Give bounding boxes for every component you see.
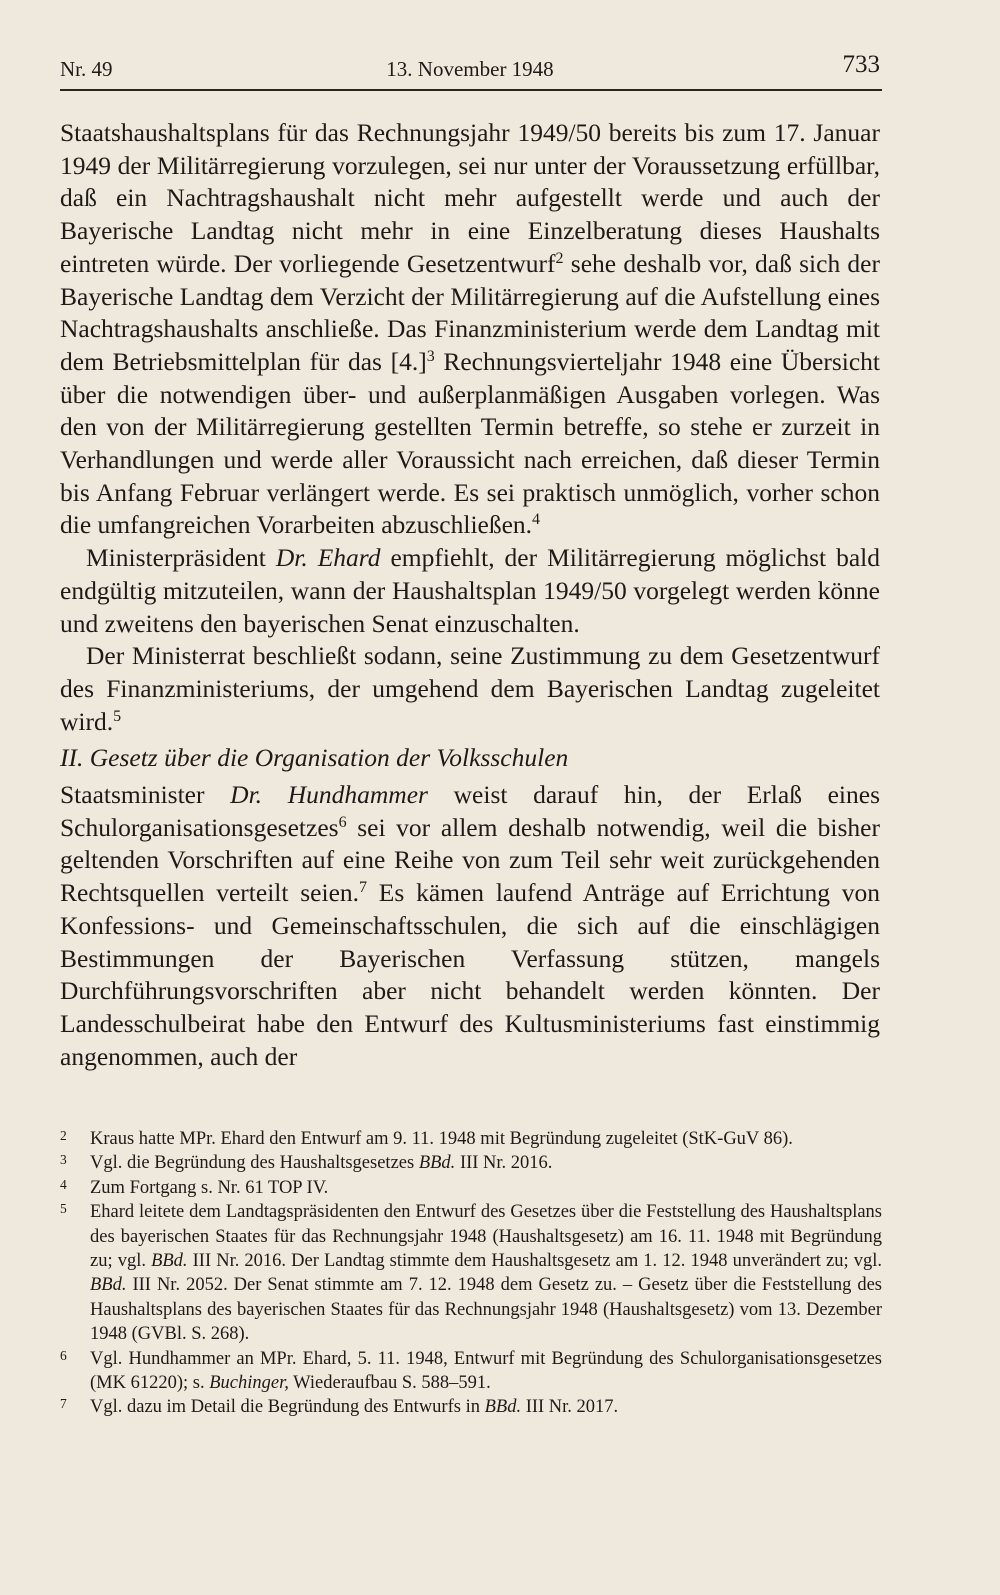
footnote-number: 6 — [60, 1347, 67, 1363]
person-name: Hundhammer — [287, 780, 428, 810]
text-run: sei vor allem deshalb notwendig, weil die bisher geltenden Vorschriften auf eine Reihe von zum Teil sehr weit zurückgehenden Rechtsquellen verteilt seien. — [60, 812, 880, 908]
footnote — [60, 1347, 882, 1396]
text-run: Rechnungsvierteljahr 1948 eine Übersicht über die notwendigen über- und außerplanmäßigen Ausgaben vorlegen. Was den von der Militärregierung gestellten Termin betreffe, so stehe er zurzeit in Verhandlungen und werde aller Voraussicht nach erreichen, daß dieser Termin bis Anfang Februar verlängert werde. Es sei praktisch unmöglich, vorher schon die umfangreichen Vorarbeiten abzuschließen. — [60, 346, 880, 540]
paragraph — [60, 779, 880, 1073]
document-number: Nr. 49 — [60, 57, 113, 81]
footnote-text: Vgl. Hundhammer an MPr. Ehard, 5. 11. 1948, Entwurf mit Begründung des Schulorganisationsgesetzes (MK 61220); s. — [90, 1348, 882, 1394]
paragraph — [60, 117, 880, 542]
footnote-text: III Nr. 2016. — [455, 1153, 553, 1174]
footnote-ref[interactable]: 5 — [113, 707, 122, 725]
text-run: Staatsminister — [60, 780, 231, 810]
footnote-number: 2 — [60, 1128, 67, 1143]
footnote-text: III Nr. 2052. Der Senat stimmte am 7. 12. 1948 dem Gesetz zu. – Gesetz über die Feststellung des Haushaltsplans des bayerischen Staates für das Rechnungsjahr 1948 (Haushaltsgesetz) vom 13. Dezember 1948 (GVBl. S. 268). — [90, 1275, 882, 1345]
footnote-ref[interactable]: 3 — [426, 347, 435, 365]
footnote-number: 3 — [60, 1152, 67, 1168]
footnote-text: III Nr. 2016. Der Landtag stimmte dem Haushaltsgesetz am 1. 12. 1948 unverändert zu; vgl. — [187, 1251, 882, 1272]
person-name: Ehard — [317, 543, 381, 573]
citation-abbrev: BBd. — [484, 1397, 522, 1418]
footnote-text: Kraus hatte MPr. Ehard den Entwurf am 9. 11. 1948 mit Begründung zugeleitet (StK-GuV 86). — [90, 1129, 793, 1149]
text-run: Der Ministerrat beschließt sodann, seine Zustimmung zu dem Gesetzentwurf des Finanzministeriums, der umgehend dem Bayerischen Landtag zugeleitet wird. — [60, 641, 880, 736]
footnote-ref[interactable]: 4 — [532, 511, 541, 529]
main-text — [60, 117, 880, 1073]
footnote-text: Vgl. dazu im Detail die Begründung des Entwurfs in — [90, 1397, 485, 1418]
citation-author: Buchinger, — [209, 1373, 289, 1394]
header-rule — [60, 89, 882, 91]
footnote-number: 4 — [60, 1176, 67, 1192]
text-run: Staatshaushaltsplans für das Rechnungsjahr 1949/50 bereits bis zum 17. Januar 1949 der Militärregierung vorzulegen, sei nur unter der Voraussetzung erfüllbar, daß ein Nachtragshaushalt nicht mehr aufgestellt werde und auch der Bayerische Landtag nicht mehr in eine Einzelberatung dieses Haushalts eintreten würde. Der vorliegende Gesetzentwurf — [60, 118, 880, 278]
text-run: weist darauf hin, der Erlaß eines Schulorganisationsgesetzes — [60, 780, 881, 842]
citation-abbrev: BBd. — [418, 1153, 456, 1174]
citation-abbrev: BBd. — [90, 1275, 127, 1296]
footnote-ref[interactable]: 7 — [359, 879, 368, 897]
citation-abbrev: BBd. — [151, 1251, 188, 1272]
footnotes — [60, 1127, 882, 1420]
person-title: Dr. — [275, 543, 318, 573]
text-run: Ministerpräsident — [86, 543, 276, 573]
footnote-text: III Nr. 2017. — [521, 1397, 619, 1418]
text-run: empfiehlt, der Militärregierung möglichst bald endgültig mitzuteilen, wann der Haushaltsplan 1949/50 vorgelegt werden könne und zweitens den bayerischen Senat einzuschalten. — [60, 543, 881, 638]
footnote-text: Wiederaufbau S. 588–591. — [288, 1373, 491, 1394]
footnote-ref[interactable]: 2 — [555, 249, 564, 267]
footnote-number: 7 — [60, 1396, 67, 1412]
footnote-text: Zum Fortgang s. Nr. 61 TOP IV. — [90, 1177, 329, 1198]
footnote-number: 5 — [60, 1201, 67, 1217]
paragraph — [60, 640, 880, 738]
footnote-ref[interactable]: 6 — [338, 813, 347, 831]
person-title: Dr. — [230, 780, 288, 810]
footnote — [60, 1395, 882, 1419]
page-number: 733 — [842, 51, 880, 78]
footnote — [60, 1127, 882, 1151]
section-heading: II. Gesetz über die Organisation der Volksschulen — [60, 743, 569, 773]
text-run: sehe deshalb vor, daß sich der Bayerische Landtag dem Verzicht der Militärregierung auf die Aufstellung eines Nachtragshaushalts anschließe. Das Finanzministerium werde dem Landtag mit dem Betriebsmittelplan für das [4.] — [60, 248, 880, 376]
paragraph — [60, 542, 880, 640]
footnote — [60, 1176, 882, 1200]
footnote-text: Ehard leitete dem Landtagspräsidenten den Entwurf des Gesetzes über die Feststellung des Haushaltsplans des bayerischen Staates für das Rechnungsjahr 1948 (Haushaltsgesetz) am 16. 11. 1948 mit Begründung zu; vgl. — [90, 1202, 882, 1272]
footnote-text: Vgl. die Begründung des Haushaltsgesetzes — [90, 1153, 419, 1174]
session-date: 13. November 1948 — [386, 57, 554, 81]
footnote — [60, 1200, 882, 1346]
running-header — [60, 51, 880, 84]
footnote — [60, 1151, 882, 1175]
text-run: Es kämen laufend Anträge auf Errichtung von Konfessions- und Gemeinschaftsschulen, die sich auf die einschlägigen Bestimmungen der Bayerischen Verfassung stützen, mangels Durchführungsvorschriften aber nicht behandelt werden könnten. Der Landesschulbeirat habe den Entwurf des Kultusministeriums fast einstimmig angenommen, auch der — [60, 878, 880, 1071]
